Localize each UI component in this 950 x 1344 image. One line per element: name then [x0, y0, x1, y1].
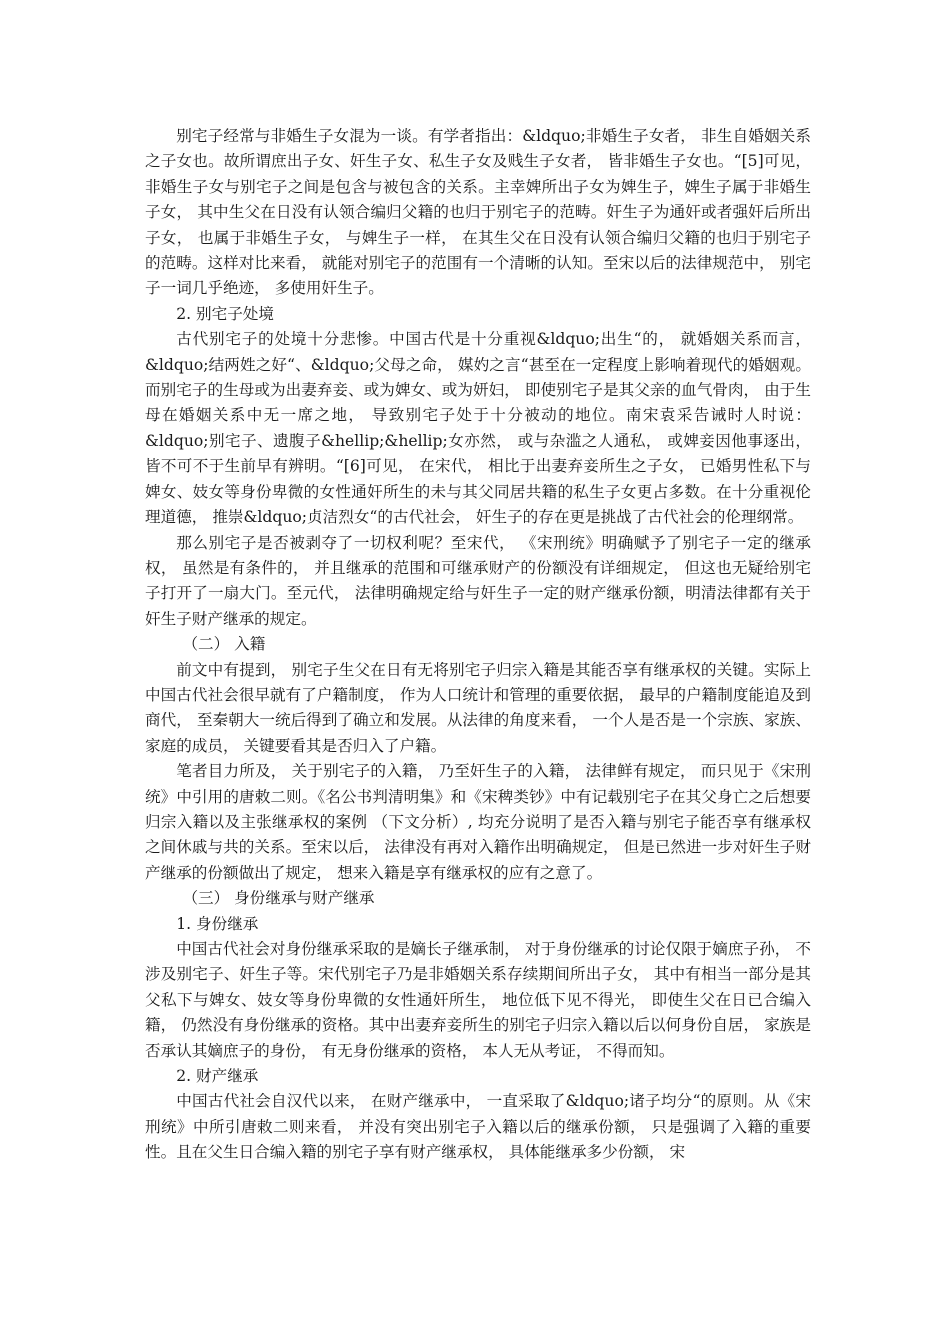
paragraph: 那么别宅子是否被剥夺了一切权利呢？至宋代， 《宋刑统》明确赋予了别宅子一定的继承权， 虽然是有条件的， 并且继承的范围和可继承财产的份额没有详细规定， 但这也无疑给别宅子打开了一扇大门。至元代， 法律明确规定给与奸生子一定的财产继承份额，明清法律都有关于奸生子财产继承的规定。	[145, 533, 811, 628]
section-heading: 2. 财产继承	[176, 1067, 259, 1086]
section-heading: （三） 身份继承与财产继承	[182, 889, 375, 908]
paragraph: 别宅子经常与非婚生子女混为一谈。有学者指出：&ldquo;非婚生子女者， 非生自婚姻关系之子女也。故所谓庶出子女、奸生子女、私生子女及贱生子女者， 皆非婚生子女也。“[5]可见， 非婚生子女与别宅子之间是包含与被包含的关系。主幸婢所出子女为婢生子，婢生子属于非婚生子女， 其中生父在日没有认领合编归父籍的也归于别宅子的范畴。奸生子为通奸或者强奸后所出子女， 也属于非婚生子女， 与婢生子一样， 在其生父在日没有认领合编归父籍的也归于别宅子的范畴。这样对比来看， 就能对别宅子的范围有一个清晰的认知。至宋以后的法律规范中， 别宅子一词几乎绝迹， 多使用奸生子。	[145, 127, 811, 298]
paragraph: 中国古代社会自汉代以来， 在财产继承中， 一直采取了&ldquo;诸子均分“的原则。从《宋刑统》中所引唐敕二则来看， 并没有突出别宅子入籍以后的继承份额， 只是强调了入籍的重要性。且在父生日合编入籍的别宅子享有财产继承权， 具体能继承多少份额， 宋	[145, 1092, 811, 1162]
section-heading: 2. 别宅子处境	[176, 304, 274, 323]
paragraph: 中国古代社会对身份继承采取的是嫡长子继承制， 对于身份继承的讨论仅限于嫡庶子孙， 不涉及别宅子、奸生子等。宋代别宅子乃是非婚姻关系存续期间所出子女， 其中有相当一部分是其父私下与婢女、妓女等身份卑微的女性通奸所生， 地位低下见不得光， 即使生父在日已合编入籍， 仍然没有身份继承的资格。其中出妻弃妾所生的别宅子归宗入籍以后以何身份自居， 家族是否承认其嫡庶子的身份， 有无身份继承的资格， 本人无从考证， 不得而知。	[145, 940, 811, 1060]
paragraph: 古代别宅子的处境十分悲惨。中国古代是十分重视&ldquo;出生“的， 就婚姻关系而言， &ldquo;结两姓之好“、&ldquo;父母之命， 媒妁之言“甚至在一定程度上影响着现代的婚姻观。而别宅子的生母或为出妻弃妾、或为婢女、或为妍妇， 即使别宅子是其父亲的血气骨肉， 由于生母在婚姻关系中无一席之地， 导致别宅子处于十分被动的地位。南宋袁采告诫时人时说：&ldquo;别宅子、遗腹子&hellip;&hellip;女亦然， 或与杂滥之人通私， 或婢妾因他事逐出， 皆不可不于生前早有辨明。“[6]可见， 在宋代， 相比于出妻弃妾所生之子女， 已婚男性私下与婢女、妓女等身份卑微的女性通奸所生的未与其父同居共籍的私生子女更占多数。在十分重视伦理道德， 推崇&ldquo;贞洁烈女“的古代社会， 奸生子的存在更是挑战了古代社会的伦理纲常。	[145, 330, 811, 527]
section-heading: （二） 入籍	[182, 635, 266, 654]
document-body	[145, 124, 811, 1166]
paragraph: 前文中有提到， 别宅子生父在日有无将别宅子归宗入籍是其能否享有继承权的关键。实际上中国古代社会很早就有了户籍制度， 作为人口统计和管理的重要依据， 最早的户籍制度能追及到商代， 至秦朝大一统后得到了确立和发展。从法律的角度来看， 一个人是否是一个宗族、家族、家庭的成员， 关键要看其是否归入了户籍。	[145, 660, 811, 755]
paragraph: 笔者目力所及， 关于别宅子的入籍， 乃至奸生子的入籍， 法律鲜有规定， 而只见于《宋刑统》中引用的唐敕二则。《名公书判清明集》和《宋稗类钞》中有记载别宅子在其父身亡之后想要归宗入籍以及主张继承权的案例 （下文分析）, 均充分说明了是否入籍与别宅子能否享有继承权之间休戚与共的关系。至宋以后， 法律没有再对入籍作出明确规定， 但是已然进一步对奸生子财产继承的份额做出了规定， 想来入籍是享有继承权的应有之意了。	[145, 762, 811, 882]
section-heading: 1. 身份继承	[176, 914, 259, 933]
